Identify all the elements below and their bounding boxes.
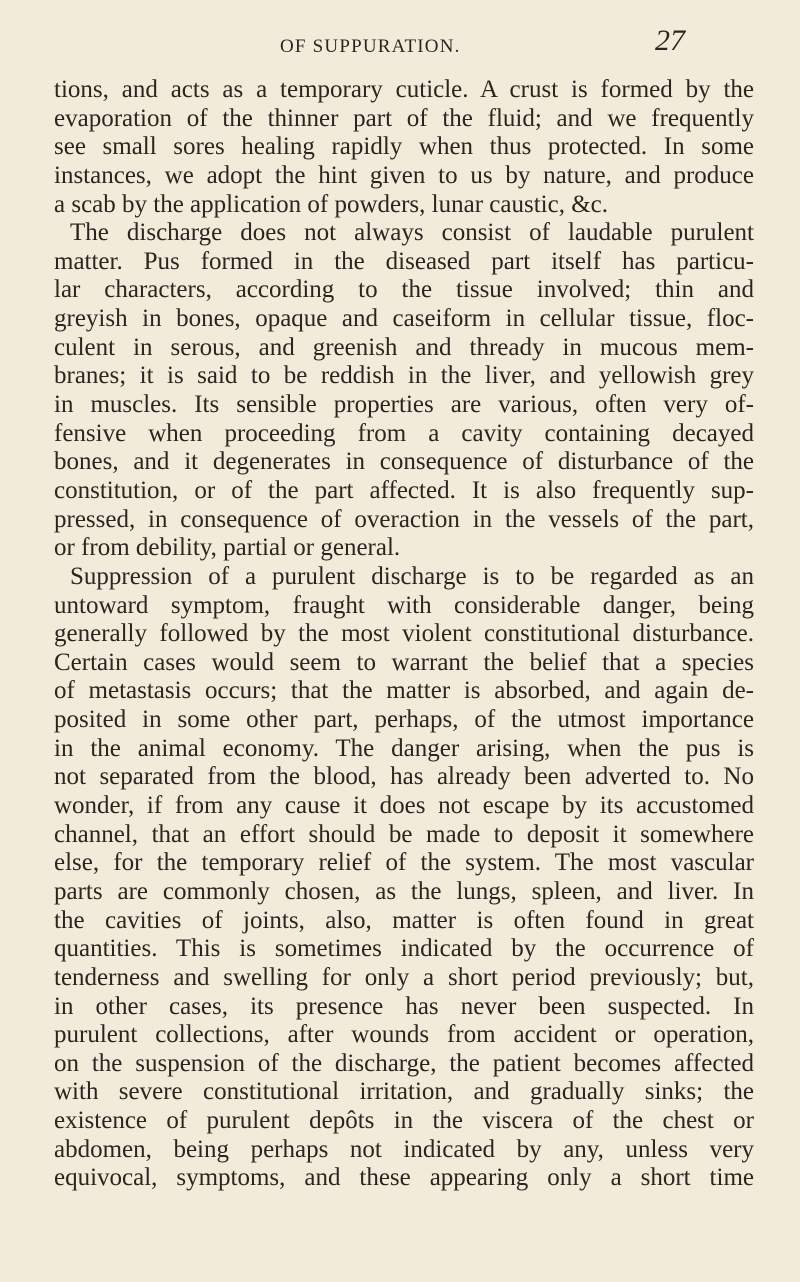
text-line: purulent collections, after wounds from accident or operation,: [54, 1021, 754, 1049]
text-line: in muscles. Its sensible properties are various, often very of-: [54, 391, 754, 419]
text-line: fensive when proceeding from a cavity containing decayed: [54, 419, 754, 447]
text-line: equivocal, symptoms, and these appearing only a short time: [54, 1164, 754, 1192]
text-line: or from debility, partial or general.: [54, 534, 401, 562]
text-line: abdomen, being perhaps not indicated by any, unless very: [54, 1135, 754, 1163]
text-line: see small sores healing rapidly when thus protected. In some: [54, 133, 754, 161]
text-line: wonder, if from any cause it does not escape by its accustomed: [54, 792, 754, 820]
page-number: 27: [655, 24, 685, 57]
text-line: Certain cases would seem to warrant the belief that a species: [54, 648, 754, 676]
text-line: in other cases, its presence has never been suspected. In: [54, 992, 754, 1020]
text-line: matter. Pus formed in the diseased part itself has particu-: [54, 247, 754, 275]
text-line: branes; it is said to be reddish in the liver, and yellowish grey: [54, 362, 754, 390]
text-line: Suppression of a purulent discharge is to be regarded as an: [70, 562, 754, 590]
text-line: generally followed by the most violent constitutional disturbance.: [54, 620, 754, 648]
text-line: bones, and it degenerates in consequence of disturbance of the: [54, 448, 754, 476]
text-line: instances, we adopt the hint given to us by nature, and produce: [54, 161, 754, 189]
text-line: culent in serous, and greenish and thready in mucous mem-: [54, 333, 754, 361]
text-line: the cavities of joints, also, matter is often found in great: [54, 906, 754, 934]
text-line: of metastasis occurs; that the matter is absorbed, and again de-: [54, 677, 754, 705]
text-line: The discharge does not always consist of laudable purulent: [70, 219, 754, 247]
text-line: in the animal economy. The danger arising, when the pus is: [54, 734, 754, 762]
text-line: greyish in bones, opaque and caseiform in cellular tissue, floc-: [54, 305, 754, 333]
text-line: not separated from the blood, has already been adverted to. No: [54, 763, 754, 791]
text-line: pressed, in consequence of overaction in the vessels of the part,: [54, 505, 754, 533]
text-line: tenderness and swelling for only a short period previously; but,: [54, 963, 754, 991]
text-line: else, for the temporary relief of the system. The most vascular: [54, 849, 754, 877]
running-head: [0, 24, 800, 62]
text-line: constitution, or of the part affected. It is also frequently sup-: [54, 476, 754, 504]
text-line: lar characters, according to the tissue involved; thin and: [54, 276, 754, 304]
text-line: quantities. This is sometimes indicated by the occurrence of: [54, 935, 754, 963]
text-line: on the suspension of the discharge, the patient becomes affected: [54, 1049, 754, 1077]
body-text: [54, 76, 754, 1193]
text-line: a scab by the application of powders, lunar caustic, &c.: [54, 190, 608, 218]
text-line: untoward symptom, fraught with considerable danger, being: [54, 591, 754, 619]
text-line: parts are commonly chosen, as the lungs, spleen, and liver. In: [54, 877, 754, 905]
text-line: tions, and acts as a temporary cuticle. A crust is formed by the: [54, 76, 754, 103]
text-line: posited in some other part, perhaps, of the utmost importance: [54, 706, 754, 734]
text-line: channel, that an effort should be made to deposit it somewhere: [54, 820, 754, 848]
text-line: evaporation of the thinner part of the fluid; and we frequently: [54, 104, 754, 132]
running-title: OF SUPPURATION.: [280, 36, 461, 57]
text-line: existence of purulent depôts in the viscera of the chest or: [54, 1107, 754, 1135]
text-line: with severe constitutional irritation, and gradually sinks; the: [54, 1078, 754, 1106]
